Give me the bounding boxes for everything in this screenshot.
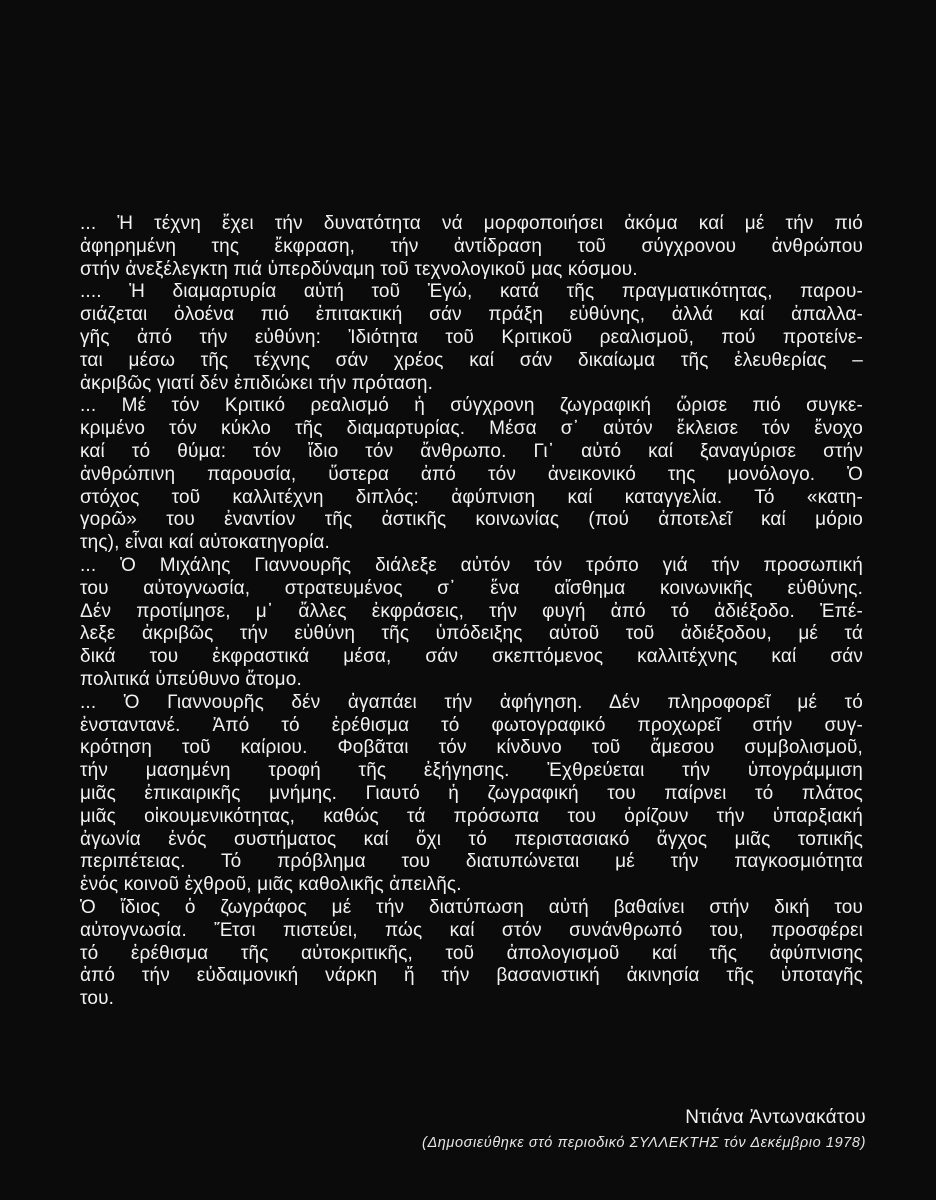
text-line: λεξε ἀκριβῶς τήν εὐθύνη τῆς ὑπόδειξης αὐτοῦ τοῦ ἀδιέξοδου, μέ τά <box>80 623 863 645</box>
text-line: .... Ἡ διαμαρτυρία αὐτή τοῦ Ἐγώ, κατά τῆς πραγματικότητας, παρου- <box>80 281 863 303</box>
text-line: μιᾶς οἰκουμενικότητας, καθώς τά πρόσωπα του ὁρίζουν τήν ὑπαρξιακή <box>80 805 863 827</box>
text-line: γορῶ» του ἐναντίον τῆς ἀστικῆς κοινωνίας (πού ἀποτελεῖ καί μόριο <box>80 509 863 531</box>
text-line: κριμένο τόν κύκλο τῆς διαμαρτυρίας. Μέσα σ᾿ αὐτόν ἔκλεισε τόν ἔνοχο <box>80 418 863 440</box>
text-line: μιᾶς ἐπικαιρικῆς μνήμης. Γιαυτό ἡ ζωγραφική του παίρνει τό πλάτος <box>80 782 863 804</box>
text-line: ἀνθρώπινη παρουσία, ὕστερα ἀπό τόν ἀνεικονικό της μονόλογο. Ὁ <box>80 463 863 485</box>
text-line: ... Ἡ τέχνη ἔχει τήν δυνατότητα νά μορφοποιήσει ἀκόμα καί μέ τήν πιό <box>80 213 863 234</box>
text-line: ἀφηρημένη της ἔκφραση, τήν ἀντίδραση τοῦ σύγχρονου ἀνθρώπου <box>80 235 863 257</box>
text-line: ... Ὁ Γιαννουρῆς δέν ἀγαπάει τήν ἀφήγηση. Δέν πληροφορεῖ μέ τό <box>80 691 863 713</box>
text-line: του. <box>80 988 115 1010</box>
text-line: καί τό θύμα: τόν ἴδιο τόν ἄνθρωπο. Γι᾿ αὐτό καί ξαναγύρισε στήν <box>80 440 863 462</box>
text-line: ἐνσταντανέ. Ἀπό τό ἐρέθισμα τό φωτογραφικό προχωρεῖ στήν συγ- <box>80 714 863 736</box>
text-line: πολιτικά ὑπεύθυνο ἄτομο. <box>80 668 302 690</box>
text-line: ... Μέ τόν Κριτικό ρεαλισμό ἡ σύγχρονη ζωγραφική ὥρισε πιό συγκε- <box>80 395 863 417</box>
text-line: γῆς ἀπό τήν εὐθύνη: Ἰδιότητα τοῦ Κριτικοῦ ρεαλισμοῦ, πού προτείνε- <box>80 326 863 348</box>
text-line: ἀπό τήν εὐδαιμονική νάρκη ἤ τήν βασανιστική ἀκινησία τῆς ὑποταγῆς <box>80 965 863 987</box>
author-signature: Ντιάνα Ἀντωνακάτου <box>685 1107 866 1128</box>
text-line: της), εἶναι καί αὐτοκατηγορία. <box>80 532 330 554</box>
text-line: τό ἐρέθισμα τῆς αὐτοκριτικῆς, τοῦ ἀπολογισμοῦ καί τῆς ἀφύπνισης <box>80 942 863 964</box>
text-line: ἑνός κοινοῦ ἐχθροῦ, μιᾶς καθολικῆς ἀπειλῆς. <box>80 874 462 896</box>
text-line: περιπέτειας. Τό πρόβλημα του διατυπώνεται μέ τήν παγκοσμιότητα <box>80 851 863 873</box>
text-line: ἀκριβῶς γιατί δέν ἐπιδιώκει τήν πρόταση. <box>80 372 434 394</box>
text-line: αὐτογνωσία. Ἔτσι πιστεύει, πώς καί στόν συνάνθρωπό του, προσφέρει <box>80 919 863 941</box>
text-line: ... Ὁ Μιχάλης Γιαννουρῆς διάλεξε αὐτόν τόν τρόπο γιά τήν προσωπική <box>80 554 863 576</box>
text-line: στήν ἀνεξέλεγκτη πιά ὑπερδύναμη τοῦ τεχνολογικοῦ μας κόσμου. <box>80 258 638 280</box>
text-line: ἀγωνία ἑνός συστήματος καί ὄχι τό περιστασιακό ἄγχος μιᾶς τοπικῆς <box>80 828 863 850</box>
publication-note: (Δημοσιεύθηκε στό περιοδικό ΣΥΛΛΕΚΤΗΣ τόν Δεκέμβριο 1978) <box>422 1135 866 1151</box>
text-line: κρότηση τοῦ καίριου. Φοβᾶται τόν κίνδυνο τοῦ ἄμεσου συμβολισμοῦ, <box>80 737 863 759</box>
text-line: Δέν προτίμησε, μ᾿ ἄλλες ἐκφράσεις, τήν φυγή ἀπό τό ἀδιέξοδο. Ἐπέ- <box>80 600 863 622</box>
text-line: ται μέσω τῆς τέχνης σάν χρέος καί σάν δικαίωμα τῆς ἐλευθερίας – <box>80 349 863 371</box>
text-line: σιάζεται ὁλοένα πιό ἐπιτακτική σάν πράξη εὐθύνης, ἀλλά καί ἀπαλλα- <box>80 304 863 326</box>
article-body <box>80 213 863 1011</box>
text-line: Ὁ ἴδιος ὁ ζωγράφος μέ τήν διατύπωση αὐτή βαθαίνει στήν δική του <box>80 896 863 918</box>
text-line: στόχος τοῦ καλλιτέχνη διπλός: ἀφύπνιση καί καταγγελία. Τό «κατη- <box>80 486 863 508</box>
text-line: δικά του ἐκφραστικά μέσα, σάν σκεπτόμενος καλλιτέχνης καί σάν <box>80 646 863 668</box>
text-line: τήν μασημένη τροφή τῆς ἐξήγησης. Ἐχθρεύεται τήν ὑπογράμμιση <box>80 760 863 782</box>
text-line: του αὐτογνωσία, στρατευμένος σ᾿ ἕνα αἴσθημα κοινωνικῆς εὐθύνης. <box>80 577 863 599</box>
